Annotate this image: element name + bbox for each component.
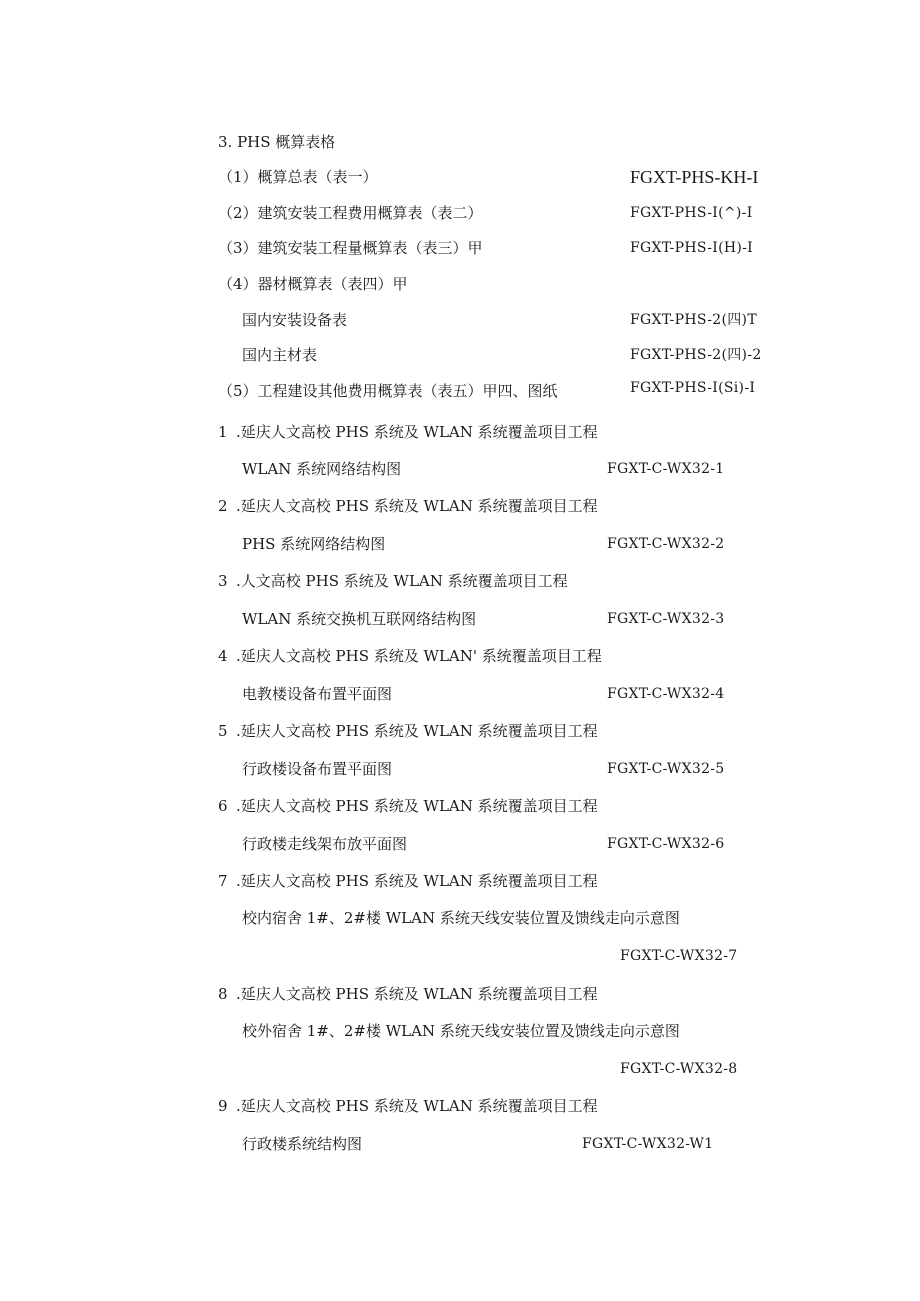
drawing-7-project: .延庆人文高校 PHS 系统及 WLAN 系统覆盖项目工程 — [236, 872, 598, 890]
drawing-6-project: .延庆人文高校 PHS 系统及 WLAN 系统覆盖项目工程 — [236, 797, 598, 815]
table-5-code: FGXT-PHS-I(Si)-I — [630, 380, 756, 396]
drawing-5-project: .延庆人文高校 PHS 系统及 WLAN 系统覆盖项目工程 — [236, 722, 598, 740]
drawing-5-number: 5 — [218, 722, 228, 740]
table-2-code: FGXT-PHS-I(^)-I — [630, 205, 753, 221]
drawing-1-code: FGXT-C-WX32-1 — [607, 461, 725, 477]
drawing-5-code: FGXT-C-WX32-5 — [607, 761, 725, 777]
table-1-code: FGXT-PHS-KH-I — [630, 167, 759, 187]
table-4-label: （4）器材概算表（表四）甲 — [218, 275, 408, 293]
drawing-9-project: .延庆人文高校 PHS 系统及 WLAN 系统覆盖项目工程 — [236, 1097, 598, 1115]
drawing-2-project: .延庆人文高校 PHS 系统及 WLAN 系统覆盖项目工程 — [236, 497, 598, 515]
drawing-7-code: FGXT-C-WX32-7 — [620, 948, 738, 964]
drawing-8-code: FGXT-C-WX32-8 — [620, 1061, 738, 1077]
drawing-6-title: 行政楼走线架布放平面图 — [242, 835, 408, 853]
drawing-3-title: WLAN 系统交换机互联网络结构图 — [242, 610, 477, 628]
drawing-8-title: 校外宿舍 1#、2#楼 WLAN 系统天线安装位置及馈线走向示意图 — [242, 1022, 680, 1040]
section-title: 3. PHS 概算表格 — [218, 133, 336, 151]
drawing-9-number: 9 — [218, 1097, 228, 1115]
drawing-7-title: 校内宿舍 1#、2#楼 WLAN 系统天线安装位置及馈线走向示意图 — [242, 909, 680, 927]
drawing-4-number: 4 — [218, 647, 228, 665]
table-3-label: （3）建筑安装工程量概算表（表三）甲 — [218, 239, 483, 257]
table-4a-code: FGXT-PHS-2(四)T — [630, 312, 757, 328]
drawing-3-code: FGXT-C-WX32-3 — [607, 611, 725, 627]
drawing-1-title: WLAN 系统网络结构图 — [242, 460, 402, 478]
drawing-5-title: 行政楼设备布置平面图 — [242, 760, 393, 778]
drawing-1-project: .延庆人文高校 PHS 系统及 WLAN 系统覆盖项目工程 — [236, 423, 598, 441]
table-5-label: （5）工程建设其他费用概算表（表五）甲四、图纸 — [218, 382, 558, 400]
drawing-4-code: FGXT-C-WX32-4 — [607, 686, 725, 702]
drawing-8-number: 8 — [218, 985, 228, 1003]
drawing-2-number: 2 — [218, 497, 228, 515]
table-4b-code: FGXT-PHS-2(四)-2 — [630, 347, 762, 363]
drawing-2-code: FGXT-C-WX32-2 — [607, 536, 725, 552]
drawing-3-project: .人文高校 PHS 系统及 WLAN 系统覆盖项目工程 — [236, 572, 568, 590]
drawing-4-title: 电教楼设备布置平面图 — [242, 685, 393, 703]
drawing-4-project: .延庆人文高校 PHS 系统及 WLAN' 系统覆盖项目工程 — [236, 647, 602, 665]
drawing-2-title: PHS 系统网络结构图 — [242, 535, 386, 553]
drawing-3-number: 3 — [218, 572, 228, 590]
drawing-6-number: 6 — [218, 797, 228, 815]
drawing-7-number: 7 — [218, 872, 228, 890]
table-3-code: FGXT-PHS-I(H)-I — [630, 240, 754, 256]
drawing-9-code: FGXT-C-WX32-W1 — [582, 1136, 714, 1152]
table-2-label: （2）建筑安装工程费用概算表（表二） — [218, 204, 483, 222]
drawing-8-project: .延庆人文高校 PHS 系统及 WLAN 系统覆盖项目工程 — [236, 985, 598, 1003]
drawing-1-number: 1 — [218, 423, 228, 441]
table-4b-label: 国内主材表 — [242, 346, 318, 364]
table-4a-label: 国内安装设备表 — [242, 311, 348, 329]
table-1-label: （1）概算总表（表一） — [218, 168, 378, 186]
drawing-9-title: 行政楼系统结构图 — [242, 1135, 363, 1153]
drawing-6-code: FGXT-C-WX32-6 — [607, 836, 725, 852]
